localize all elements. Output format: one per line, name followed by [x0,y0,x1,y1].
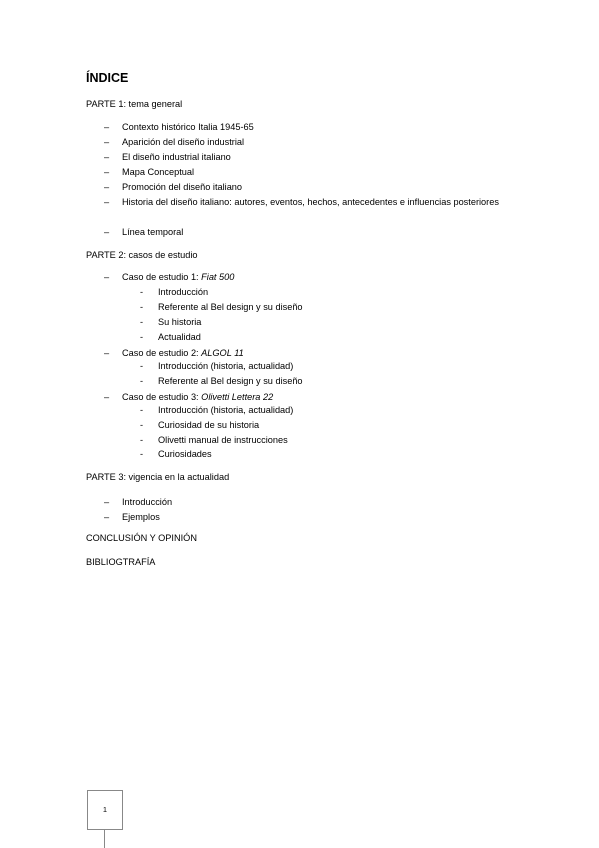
bullet-hyphen: - [140,376,144,386]
bullet-dash: – [104,137,110,147]
sub-item: Introducción (historia, actualidad) [158,361,294,371]
part-2-heading: PARTE 2: casos de estudio [86,250,198,260]
bullet-dash: – [104,272,110,282]
bullet-hyphen: - [140,405,144,415]
bullet-hyphen: - [140,332,144,342]
sub-item: Referente al Bel design y su diseño [158,302,303,312]
sub-item: Introducción [158,287,209,297]
sub-item: Referente al Bel design y su diseño [158,376,303,386]
page-title: ÍNDICE [86,71,129,85]
case-prefix: Caso de estudio 3: [122,392,202,402]
bullet-hyphen: - [140,420,144,430]
case-name: Fiat 500 [201,272,235,282]
list-item: Promoción del diseño italiano [122,182,243,192]
conclusion-heading: CONCLUSIÓN Y OPINIÓN [86,533,197,543]
sub-item: Introducción (historia, actualidad) [158,405,294,415]
case-name: Olivetti Lettera 22 [201,392,274,402]
page-number-connector [104,829,105,848]
case-study-1 [122,270,502,284]
list-item: El diseño industrial italiano [122,152,231,162]
list-item: Ejemplos [122,512,160,522]
bullet-dash: – [104,392,110,402]
bullet-dash: – [104,348,110,358]
case-prefix: Caso de estudio 1: [122,272,202,282]
sub-item: Olivetti manual de instrucciones [158,435,288,445]
bibliography-heading: BIBLIOGTRAFÍA [86,557,156,567]
bullet-hyphen: - [140,435,144,445]
bullet-dash: – [104,497,110,507]
bullet-dash: – [104,122,110,132]
part-3-heading: PARTE 3: vigencia en la actualidad [86,472,230,482]
list-item: Historia del diseño italiano: autores, eventos, hechos, antecedentes e influencias posteriores [122,197,499,207]
case-name: ALGOL 11 [201,348,244,358]
bullet-dash: – [104,197,110,207]
page-number: 1 [87,790,123,830]
bullet-hyphen: - [140,317,144,327]
sub-item: Su historia [158,317,202,327]
part-1-heading: PARTE 1: tema general [86,99,183,109]
bullet-dash: – [104,512,110,522]
bullet-hyphen: - [140,287,144,297]
list-item: Introducción [122,497,173,507]
case-prefix: Caso de estudio 2: [122,348,202,358]
case-study-2 [122,346,502,360]
list-item: Contexto histórico Italia 1945-65 [122,122,254,132]
bullet-dash: – [104,227,110,237]
bullet-dash: – [104,152,110,162]
bullet-dash: – [104,182,110,192]
bullet-hyphen: - [140,302,144,312]
sub-item: Curiosidades [158,449,212,459]
sub-item: Actualidad [158,332,201,342]
case-study-3 [122,390,502,404]
bullet-dash: – [104,167,110,177]
bullet-hyphen: - [140,449,144,459]
list-item: Aparición del diseño industrial [122,137,245,147]
list-item: Mapa Conceptual [122,167,195,177]
sub-item: Curiosidad de su historia [158,420,260,430]
list-item: Línea temporal [122,227,184,237]
bullet-hyphen: - [140,361,144,371]
